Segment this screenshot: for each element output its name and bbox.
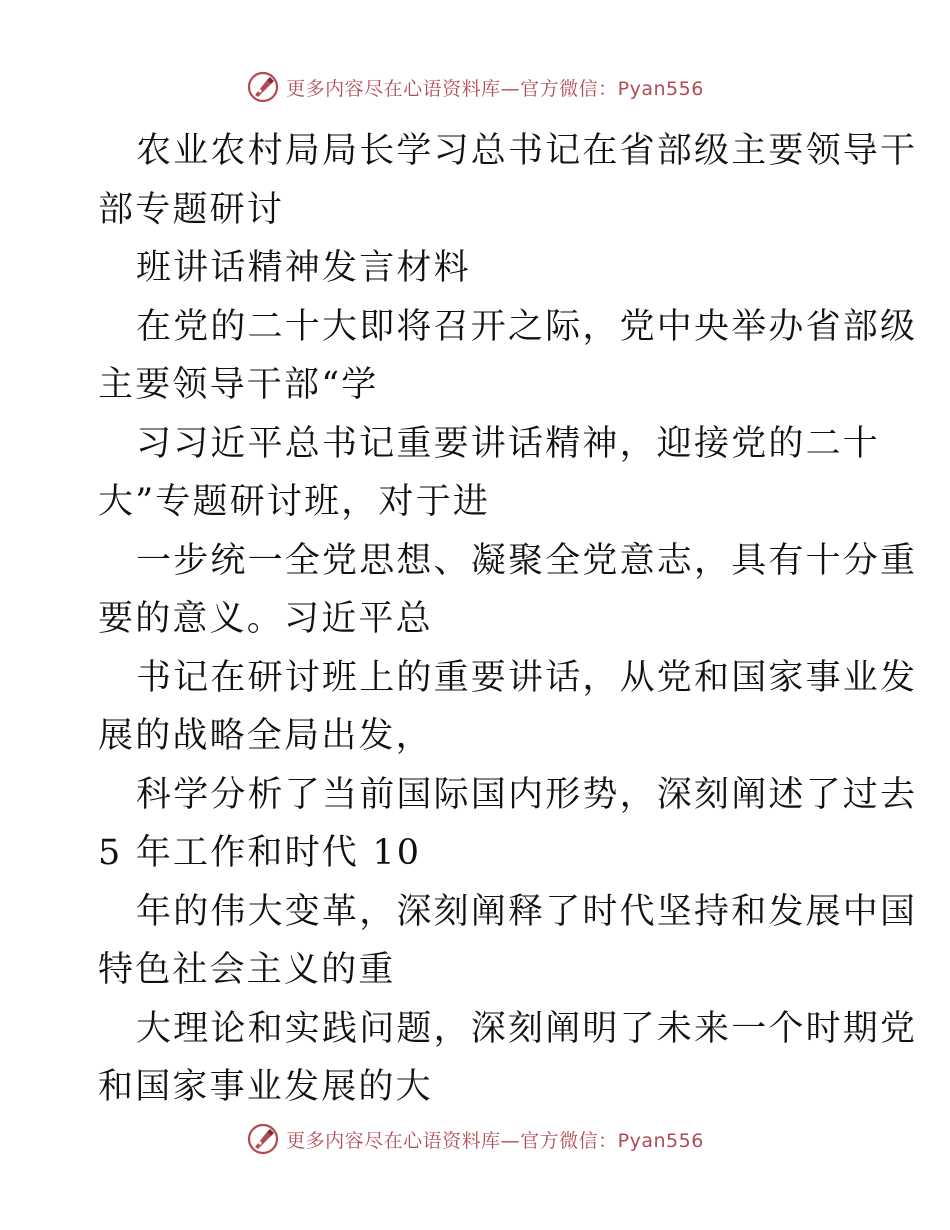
footer-banner <box>0 1122 950 1156</box>
pen-nib-logo-icon <box>246 1122 280 1156</box>
document-line: 主要领导干部“学 <box>98 365 379 405</box>
document-line: 大理论和实践问题，深刻阐明了未来一个时期党 <box>136 1008 918 1049</box>
document-line: 习习近平总书记重要讲话精神，迎接党的二十 <box>136 423 881 464</box>
footer-banner-text: 更多内容尽在心语资料库—官方微信：Pyan556 <box>286 1129 704 1152</box>
document-line: 部专题研讨 <box>98 189 285 230</box>
document-line: 科学分析了当前国际国内形势，深刻阐述了过去 <box>136 774 918 815</box>
document-line: 一步统一全党思想、凝聚全党意志，具有十分重 <box>136 540 918 581</box>
document-line: 班讲话精神发言材料 <box>136 248 471 288</box>
document-body <box>98 122 918 1117</box>
document-line: 在党的二十大即将召开之际，党中央举办省部级 <box>136 306 918 347</box>
document-line: 农业农村局局长学习总书记在省部级主要领导干 <box>136 131 918 171</box>
document-line: 5 年工作和时代 10 <box>98 833 422 873</box>
pen-nib-logo-icon <box>246 70 280 104</box>
document-line: 大”专题研讨班，对于进 <box>98 482 491 522</box>
document-line: 书记在研讨班上的重要讲话，从党和国家事业发 <box>136 657 918 698</box>
document-line: 要的意义。习近平总 <box>98 599 433 639</box>
header-banner <box>0 70 950 104</box>
document-line: 和国家事业发展的大 <box>98 1067 433 1107</box>
document-line: 特色社会主义的重 <box>98 950 396 990</box>
document-line: 年的伟大变革，深刻阐释了时代坚持和发展中国 <box>136 891 918 932</box>
document-line: 展的战略全局出发， <box>98 716 433 756</box>
header-banner-text: 更多内容尽在心语资料库—官方微信：Pyan556 <box>286 77 704 100</box>
